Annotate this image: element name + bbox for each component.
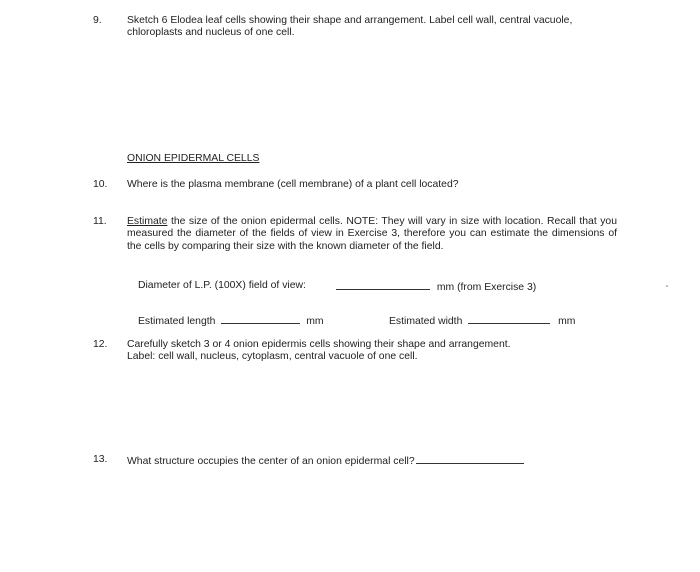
question-11-body: the size of the onion epidermal cells. NOTE: They will vary in size with location. Recall that you measured the diameter of the fields of view in Exercise 3, therefore you can estimate the dimensions of the cells by comparing their size with the known diameter of the field.: [127, 216, 617, 252]
question-10-number: 10.: [93, 179, 108, 190]
question-11-text: [127, 216, 617, 253]
estimated-width-unit: mm: [558, 316, 576, 327]
estimated-width-row: [389, 314, 575, 328]
diameter-suffix: mm (from Exercise 3): [436, 282, 537, 293]
question-13-row: [127, 454, 524, 468]
question-13-blank[interactable]: [416, 454, 524, 464]
question-9-number: 9.: [93, 15, 102, 26]
diameter-blank[interactable]: [336, 280, 430, 290]
scan-speck: [666, 285, 668, 287]
question-11-number: 11.: [93, 216, 107, 227]
question-13-text: What structure occupies the center of an onion epidermal cell?: [127, 456, 415, 467]
diameter-row-answer: [336, 280, 536, 294]
estimated-length-blank[interactable]: [221, 314, 300, 324]
question-12-line-2: Label: cell wall, nucleus, cytoplasm, central vacuole of one cell.: [127, 351, 418, 362]
question-12-number: 12.: [93, 339, 108, 350]
diameter-row: [138, 280, 306, 292]
estimate-word: Estimate: [127, 216, 168, 227]
question-12-line-1: Carefully sketch 3 or 4 onion epidermis cells showing their shape and arrangement.: [127, 339, 511, 350]
question-13-number: 13.: [93, 454, 108, 465]
estimated-length-row: [138, 314, 324, 328]
diameter-label: Diameter of L.P. (100X) field of view:: [138, 280, 306, 291]
estimated-length-label: Estimated length: [138, 316, 216, 327]
estimated-width-blank[interactable]: [468, 314, 550, 324]
estimated-width-label: Estimated width: [389, 316, 463, 327]
question-9-text: Sketch 6 Elodea leaf cells showing their shape and arrangement. Label cell wall, central vacuole, chloroplasts and nucleus of one cell.: [127, 15, 573, 39]
question-10-text: Where is the plasma membrane (cell membrane) of a plant cell located?: [127, 179, 459, 190]
section-heading: ONION EPIDERMAL CELLS: [127, 153, 260, 164]
estimated-length-unit: mm: [306, 316, 324, 327]
